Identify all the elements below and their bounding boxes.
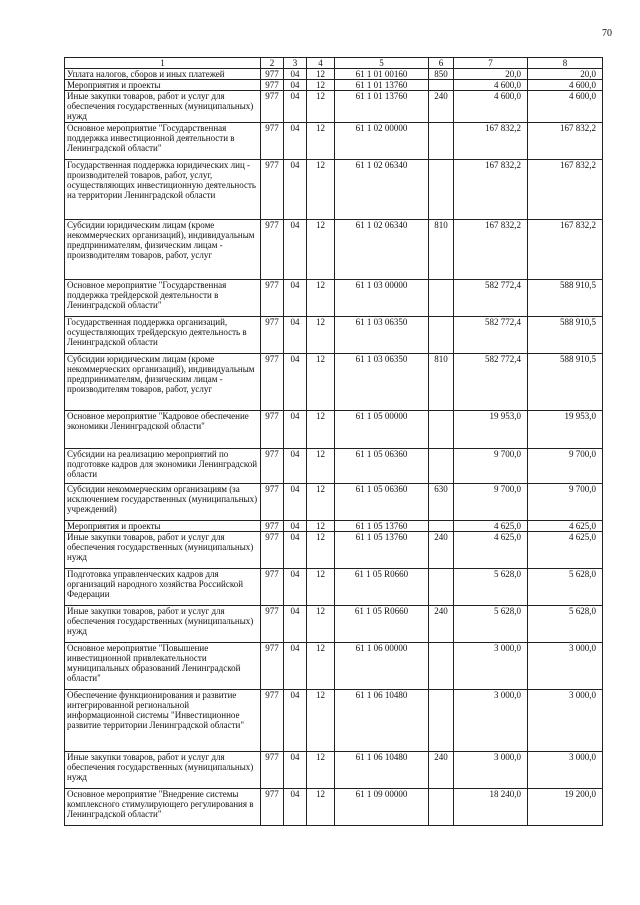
cell-subsection: 12 [307, 69, 335, 80]
cell-amount-year2: 4 625,0 [528, 521, 603, 532]
table-row [65, 449, 603, 484]
cell-amount-year2: 20,0 [528, 69, 603, 80]
cell-section: 04 [284, 569, 307, 606]
cell-amount-year2: 588 910,5 [528, 317, 603, 354]
cell-expense-type: 240 [429, 532, 454, 569]
cell-expense-type [429, 317, 454, 354]
cell-amount-year2: 167 832,2 [528, 160, 603, 220]
cell-target-article: 61 1 05 13760 [335, 532, 429, 569]
table-row [65, 643, 603, 690]
cell-ministry-code: 977 [261, 606, 284, 643]
cell-section: 04 [284, 532, 307, 569]
cell-section: 04 [284, 643, 307, 690]
cell-expense-type [429, 521, 454, 532]
cell-expense-type: 240 [429, 752, 454, 789]
column-header: 4 [307, 58, 335, 69]
cell-name: Основное мероприятие "Внедрение системы комплексного стимулирующего регулирования в Ленинградской области" [65, 789, 261, 826]
cell-subsection: 12 [307, 643, 335, 690]
cell-expense-type [429, 643, 454, 690]
cell-section: 04 [284, 789, 307, 826]
cell-section: 04 [284, 220, 307, 280]
cell-subsection: 12 [307, 789, 335, 826]
column-header: 8 [528, 58, 603, 69]
cell-amount-year2: 9 700,0 [528, 484, 603, 521]
cell-target-article: 61 1 03 00000 [335, 280, 429, 317]
cell-name: Государственная поддержка юридических лиц - производителей товаров, работ, услуг, осуществляющих инвестиционную деятельность на территории Ленинградской области [65, 160, 261, 220]
cell-ministry-code: 977 [261, 80, 284, 91]
cell-target-article: 61 1 02 00000 [335, 123, 429, 160]
column-header: 3 [284, 58, 307, 69]
cell-name: Основное мероприятие "Повышение инвестиционной привлекательности муниципальных образований Ленинградской области" [65, 643, 261, 690]
cell-target-article: 61 1 02 06340 [335, 160, 429, 220]
column-header: 7 [454, 58, 528, 69]
cell-name: Обеспечение функционирования и развитие интегрированной региональной информационной системы "Инвестиционное развитие территории Ленинградской области" [65, 690, 261, 752]
cell-ministry-code: 977 [261, 484, 284, 521]
cell-amount-year1: 9 700,0 [454, 484, 528, 521]
cell-expense-type: 240 [429, 91, 454, 123]
cell-expense-type [429, 80, 454, 91]
table-row [65, 789, 603, 826]
cell-amount-year2: 588 910,5 [528, 280, 603, 317]
table-row [65, 91, 603, 123]
cell-subsection: 12 [307, 280, 335, 317]
cell-amount-year1: 582 772,4 [454, 354, 528, 411]
cell-name: Мероприятия и проекты [65, 80, 261, 91]
table-body [65, 69, 603, 826]
cell-name: Иные закупки товаров, работ и услуг для обеспечения государственных (муниципальных) нужд [65, 532, 261, 569]
cell-target-article: 61 1 05 13760 [335, 521, 429, 532]
table-row [65, 69, 603, 80]
table-row [65, 569, 603, 606]
cell-subsection: 12 [307, 606, 335, 643]
cell-expense-type [429, 690, 454, 752]
table-row [65, 160, 603, 220]
table-row [65, 354, 603, 411]
table-row [65, 220, 603, 280]
cell-amount-year2: 167 832,2 [528, 123, 603, 160]
cell-subsection: 12 [307, 690, 335, 752]
cell-name: Подготовка управленческих кадров для организаций народного хозяйства Российской Федерации [65, 569, 261, 606]
cell-subsection: 12 [307, 532, 335, 569]
cell-subsection: 12 [307, 411, 335, 449]
table-row [65, 532, 603, 569]
cell-subsection: 12 [307, 449, 335, 484]
table-row [65, 80, 603, 91]
cell-name: Основное мероприятие "Государственная поддержка инвестиционной деятельности в Ленинградской области" [65, 123, 261, 160]
cell-target-article: 61 1 05 R0660 [335, 569, 429, 606]
cell-amount-year2: 4 600,0 [528, 91, 603, 123]
cell-amount-year1: 5 628,0 [454, 606, 528, 643]
cell-expense-type: 810 [429, 354, 454, 411]
cell-expense-type: 810 [429, 220, 454, 280]
cell-name: Иные закупки товаров, работ и услуг для обеспечения государственных (муниципальных) нужд [65, 752, 261, 789]
cell-name: Государственная поддержка организаций, осуществляющих трейдерскую деятельность в Ленинградской области [65, 317, 261, 354]
cell-amount-year2: 19 200,0 [528, 789, 603, 826]
table-row [65, 123, 603, 160]
cell-subsection: 12 [307, 521, 335, 532]
cell-amount-year1: 4 600,0 [454, 80, 528, 91]
cell-amount-year2: 5 628,0 [528, 606, 603, 643]
cell-expense-type [429, 280, 454, 317]
cell-name: Мероприятия и проекты [65, 521, 261, 532]
cell-amount-year1: 5 628,0 [454, 569, 528, 606]
cell-amount-year1: 19 953,0 [454, 411, 528, 449]
cell-amount-year1: 167 832,2 [454, 220, 528, 280]
cell-expense-type [429, 569, 454, 606]
cell-amount-year2: 9 700,0 [528, 449, 603, 484]
cell-name: Основное мероприятие "Государственная поддержка трейдерской деятельности в Ленинградской области" [65, 280, 261, 317]
cell-subsection: 12 [307, 123, 335, 160]
cell-section: 04 [284, 354, 307, 411]
page-number: 70 [602, 28, 612, 39]
cell-target-article: 61 1 03 06350 [335, 317, 429, 354]
cell-target-article: 61 1 01 13760 [335, 80, 429, 91]
cell-name: Субсидии на реализацию мероприятий по подготовке кадров для экономики Ленинградской области [65, 449, 261, 484]
cell-subsection: 12 [307, 317, 335, 354]
table-row [65, 521, 603, 532]
cell-name: Иные закупки товаров, работ и услуг для обеспечения государственных (муниципальных) нужд [65, 91, 261, 123]
cell-ministry-code: 977 [261, 69, 284, 80]
cell-amount-year1: 4 625,0 [454, 521, 528, 532]
cell-amount-year1: 4 625,0 [454, 532, 528, 569]
cell-amount-year2: 3 000,0 [528, 643, 603, 690]
column-header: 6 [429, 58, 454, 69]
cell-target-article: 61 1 05 06360 [335, 449, 429, 484]
table-row [65, 280, 603, 317]
cell-expense-type [429, 123, 454, 160]
cell-target-article: 61 1 01 00160 [335, 69, 429, 80]
cell-name: Уплата налогов, сборов и иных платежей [65, 69, 261, 80]
cell-section: 04 [284, 91, 307, 123]
cell-amount-year1: 9 700,0 [454, 449, 528, 484]
cell-ministry-code: 977 [261, 532, 284, 569]
cell-target-article: 61 1 06 10480 [335, 690, 429, 752]
cell-ministry-code: 977 [261, 752, 284, 789]
cell-ministry-code: 977 [261, 569, 284, 606]
cell-expense-type [429, 411, 454, 449]
cell-ministry-code: 977 [261, 280, 284, 317]
cell-section: 04 [284, 752, 307, 789]
cell-section: 04 [284, 449, 307, 484]
cell-section: 04 [284, 80, 307, 91]
cell-section: 04 [284, 606, 307, 643]
cell-section: 04 [284, 280, 307, 317]
cell-section: 04 [284, 521, 307, 532]
cell-amount-year2: 4 600,0 [528, 80, 603, 91]
cell-name: Субсидии некоммерческим организациям (за исключением государственных (муниципальных) учреждений) [65, 484, 261, 521]
cell-ministry-code: 977 [261, 411, 284, 449]
cell-expense-type: 240 [429, 606, 454, 643]
cell-amount-year1: 3 000,0 [454, 690, 528, 752]
cell-expense-type: 630 [429, 484, 454, 521]
cell-target-article: 61 1 06 10480 [335, 752, 429, 789]
cell-section: 04 [284, 317, 307, 354]
cell-target-article: 61 1 06 00000 [335, 643, 429, 690]
cell-section: 04 [284, 690, 307, 752]
cell-subsection: 12 [307, 160, 335, 220]
cell-amount-year1: 582 772,4 [454, 280, 528, 317]
column-header: 2 [261, 58, 284, 69]
cell-subsection: 12 [307, 752, 335, 789]
cell-name: Субсидии юридическим лицам (кроме некоммерческих организаций), индивидуальным предпринимателям, физическим лицам - производителям товаров, работ, услуг [65, 354, 261, 411]
cell-target-article: 61 1 05 R0660 [335, 606, 429, 643]
cell-amount-year1: 167 832,2 [454, 123, 528, 160]
cell-ministry-code: 977 [261, 449, 284, 484]
table-row [65, 484, 603, 521]
cell-section: 04 [284, 160, 307, 220]
cell-section: 04 [284, 411, 307, 449]
cell-amount-year1: 3 000,0 [454, 752, 528, 789]
table-row [65, 317, 603, 354]
cell-ministry-code: 977 [261, 123, 284, 160]
cell-subsection: 12 [307, 354, 335, 411]
cell-amount-year2: 5 628,0 [528, 569, 603, 606]
cell-expense-type [429, 449, 454, 484]
cell-subsection: 12 [307, 484, 335, 521]
budget-table [64, 57, 603, 826]
cell-amount-year1: 3 000,0 [454, 643, 528, 690]
cell-target-article: 61 1 09 00000 [335, 789, 429, 826]
table-row [65, 411, 603, 449]
cell-name: Иные закупки товаров, работ и услуг для обеспечения государственных (муниципальных) нужд [65, 606, 261, 643]
table-row [65, 752, 603, 789]
cell-amount-year1: 582 772,4 [454, 317, 528, 354]
table-row [65, 690, 603, 752]
cell-target-article: 61 1 02 06340 [335, 220, 429, 280]
cell-subsection: 12 [307, 80, 335, 91]
cell-amount-year2: 3 000,0 [528, 752, 603, 789]
cell-amount-year1: 4 600,0 [454, 91, 528, 123]
cell-section: 04 [284, 484, 307, 521]
cell-section: 04 [284, 123, 307, 160]
cell-ministry-code: 977 [261, 91, 284, 123]
cell-amount-year2: 167 832,2 [528, 220, 603, 280]
table-row [65, 606, 603, 643]
cell-name: Основное мероприятие "Кадровое обеспечение экономики Ленинградской области" [65, 411, 261, 449]
cell-expense-type: 850 [429, 69, 454, 80]
cell-ministry-code: 977 [261, 317, 284, 354]
cell-subsection: 12 [307, 91, 335, 123]
cell-subsection: 12 [307, 569, 335, 606]
cell-ministry-code: 977 [261, 160, 284, 220]
cell-ministry-code: 977 [261, 220, 284, 280]
column-header: 1 [65, 58, 261, 69]
cell-ministry-code: 977 [261, 690, 284, 752]
cell-amount-year2: 3 000,0 [528, 690, 603, 752]
cell-amount-year1: 18 240,0 [454, 789, 528, 826]
cell-amount-year2: 19 953,0 [528, 411, 603, 449]
header-row [65, 58, 603, 69]
cell-target-article: 61 1 05 06360 [335, 484, 429, 521]
cell-section: 04 [284, 69, 307, 80]
cell-amount-year2: 588 910,5 [528, 354, 603, 411]
cell-expense-type [429, 160, 454, 220]
cell-target-article: 61 1 03 06350 [335, 354, 429, 411]
cell-expense-type [429, 789, 454, 826]
cell-name: Субсидии юридическим лицам (кроме некоммерческих организаций), индивидуальным предпринимателям, физическим лицам - производителям товаров, работ, услуг [65, 220, 261, 280]
cell-ministry-code: 977 [261, 643, 284, 690]
cell-target-article: 61 1 01 13760 [335, 91, 429, 123]
column-header: 5 [335, 58, 429, 69]
cell-ministry-code: 977 [261, 789, 284, 826]
cell-amount-year1: 20,0 [454, 69, 528, 80]
cell-amount-year2: 4 625,0 [528, 532, 603, 569]
cell-ministry-code: 977 [261, 354, 284, 411]
cell-ministry-code: 977 [261, 521, 284, 532]
cell-target-article: 61 1 05 00000 [335, 411, 429, 449]
cell-amount-year1: 167 832,2 [454, 160, 528, 220]
cell-subsection: 12 [307, 220, 335, 280]
